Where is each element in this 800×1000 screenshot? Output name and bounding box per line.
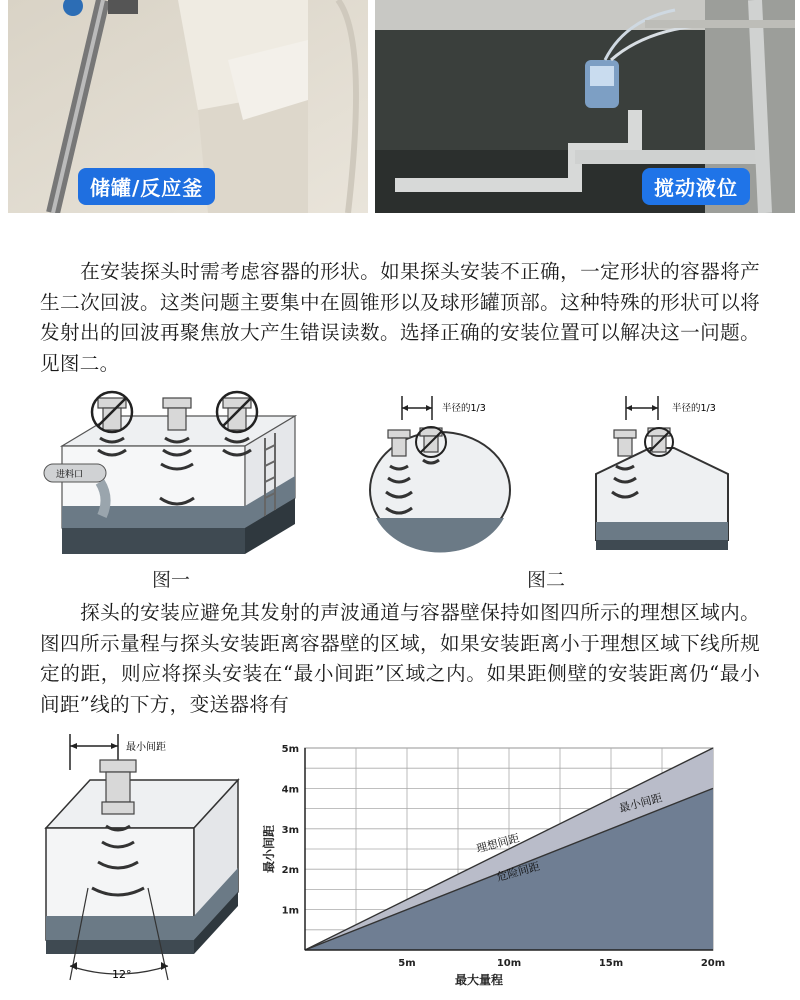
x-tick-label: 15m (598, 958, 624, 969)
figure-1-diagram (40, 388, 310, 563)
y-tick-label: 5m (281, 744, 299, 755)
inlet-label: 进料口 (56, 470, 84, 480)
y-tick-label: 1m (281, 905, 299, 917)
beam-angle-label: 12° (112, 968, 132, 981)
cone-radius-label: 半径的1/3 (672, 403, 716, 414)
y-tick-label: 2m (281, 865, 299, 877)
x-axis-label: 最大量程 (454, 973, 504, 987)
figure-4-distance-chart (255, 738, 735, 990)
photo-label-tank: 储罐/反应釜 (78, 168, 215, 205)
figure-1-caption: 图一 (152, 569, 191, 591)
x-tick-label: 20m (700, 958, 726, 969)
region-label: 理想间距 (474, 831, 521, 856)
figure-2-caption: 图二 (527, 569, 566, 591)
min-gap-label: 最小间距 (126, 742, 166, 753)
x-tick-label: 10m (496, 958, 522, 969)
y-axis-label: 最小间距 (262, 824, 276, 874)
paragraph-2-text: 探头的安装应避免其发射的声波通道与容器壁保持如图四所示的理想区域内。图四所示量程与探头安装距离容器壁的区域，如果安装距离小于理想区域下线所规定的距，则应将探头安装在“最小间距”区域之内。如果距侧壁的安装距离仍“最小间距”线的下方，变送器将有 (40, 601, 760, 716)
paragraph-1 (40, 257, 760, 379)
figure-2-sphere-tank (360, 390, 520, 555)
photo-label-agitated: 搅动液位 (642, 168, 750, 205)
y-tick-label: 4m (281, 784, 299, 796)
figure-2-cone-tank (590, 390, 740, 555)
region-label: 最小间距 (617, 791, 664, 816)
paragraph-1-text: 在安装探头时需考虑容器的形状。如果探头安装不正确，一定形状的容器将产生二次回波。这类问题主要集中在圆锥形以及球形罐顶部。这种特殊的形状可以将发射出的回波再聚焦放大产生错误读数。选择正确的安装位置可以解决这一问题。见图二。 (40, 260, 760, 375)
x-tick-label: 5m (398, 958, 416, 969)
figure-3-min-distance-diagram (40, 730, 255, 995)
photo-agitated-level (375, 0, 795, 213)
photo-storage-tank (8, 0, 368, 213)
paragraph-2 (40, 598, 760, 720)
y-tick-label: 3m (281, 824, 299, 836)
sphere-radius-label: 半径的1/3 (442, 403, 486, 414)
region-label: 危险间距 (495, 859, 542, 884)
